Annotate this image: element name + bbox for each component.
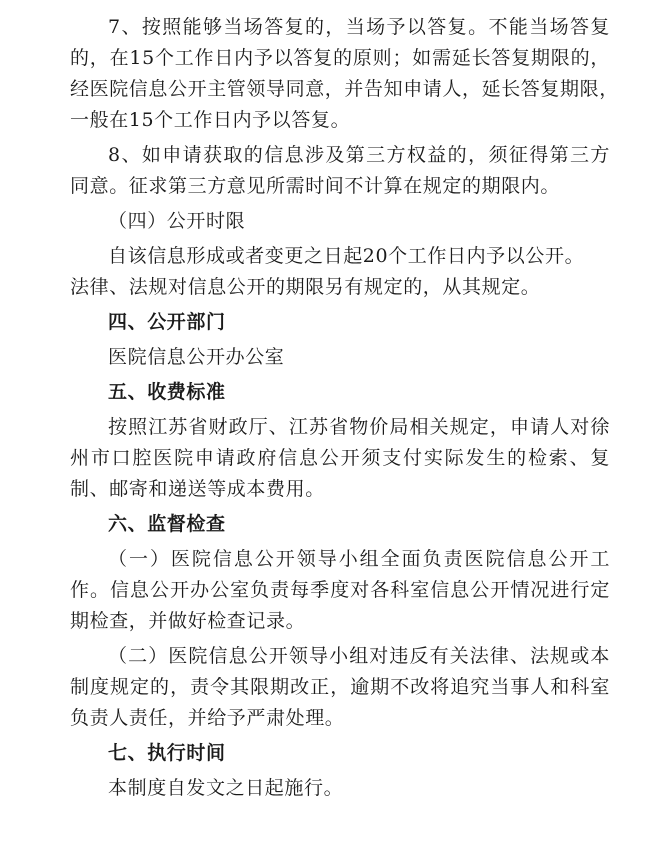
section-heading-6: 六、监督检查 bbox=[108, 513, 226, 535]
text-line: 作。信息公开办公室负责每季度对各科室信息公开情况进行定 bbox=[70, 579, 610, 601]
paragraph-supervision-2 bbox=[70, 641, 610, 734]
text-line: 法律、法规对信息公开的期限另有规定的，从其规定。 bbox=[70, 276, 541, 298]
paragraph-item-7 bbox=[70, 12, 619, 136]
text-line: 8、如申请获取的信息涉及第三方权益的，须征得第三方 bbox=[108, 144, 610, 166]
section-heading-5: 五、收费标准 bbox=[108, 381, 226, 403]
paragraph-supervision-1 bbox=[70, 544, 610, 637]
text-line: （一）医院信息公开领导小组全面负责医院信息公开工 bbox=[108, 548, 610, 570]
text-line: 同意。征求第三方意见所需时间不计算在规定的期限内。 bbox=[70, 175, 561, 197]
text-line: （二）医院信息公开领导小组对违反有关法律、法规或本 bbox=[108, 645, 610, 667]
text-line: 制度规定的，责令其限期改正，逾期不改将追究当事人和科室 bbox=[70, 676, 610, 698]
text-line: 本制度自发文之日起施行。 bbox=[108, 777, 344, 799]
text-line: 负责人责任，并给予严肃处理。 bbox=[70, 707, 345, 729]
text-line: 医院信息公开办公室 bbox=[108, 346, 285, 368]
paragraph-item-8 bbox=[70, 140, 610, 202]
paragraph-fee bbox=[70, 412, 610, 505]
document-page bbox=[70, 12, 619, 804]
section-heading-7: 七、执行时间 bbox=[108, 742, 226, 764]
text-line: 按照江苏省财政厅、江苏省物价局相关规定，申请人对徐 bbox=[108, 416, 610, 438]
text-line: 一般在15个工作日内予以答复。 bbox=[70, 109, 351, 131]
text-line: 经医院信息公开主管领导同意，并告知申请人，延长答复期限， bbox=[70, 78, 619, 100]
text-line: 的，在15个工作日内予以答复的原则；如需延长答复期限的， bbox=[70, 47, 610, 69]
text-line: 州市口腔医院申请政府信息公开须支付实际发生的检索、复 bbox=[70, 447, 610, 469]
text-line: 期检查，并做好检查记录。 bbox=[70, 610, 306, 632]
section-heading-4: 四、公开部门 bbox=[108, 311, 226, 333]
text-line: 自该信息形成或者变更之日起20个工作日内予以公开。 bbox=[108, 245, 585, 267]
subsection-title: （四）公开时限 bbox=[108, 210, 246, 232]
text-line: 7、按照能够当场答复的，当场予以答复。不能当场答复 bbox=[108, 16, 610, 38]
paragraph-time-limit bbox=[70, 241, 610, 303]
text-line: 制、邮寄和递送等成本费用。 bbox=[70, 478, 325, 500]
